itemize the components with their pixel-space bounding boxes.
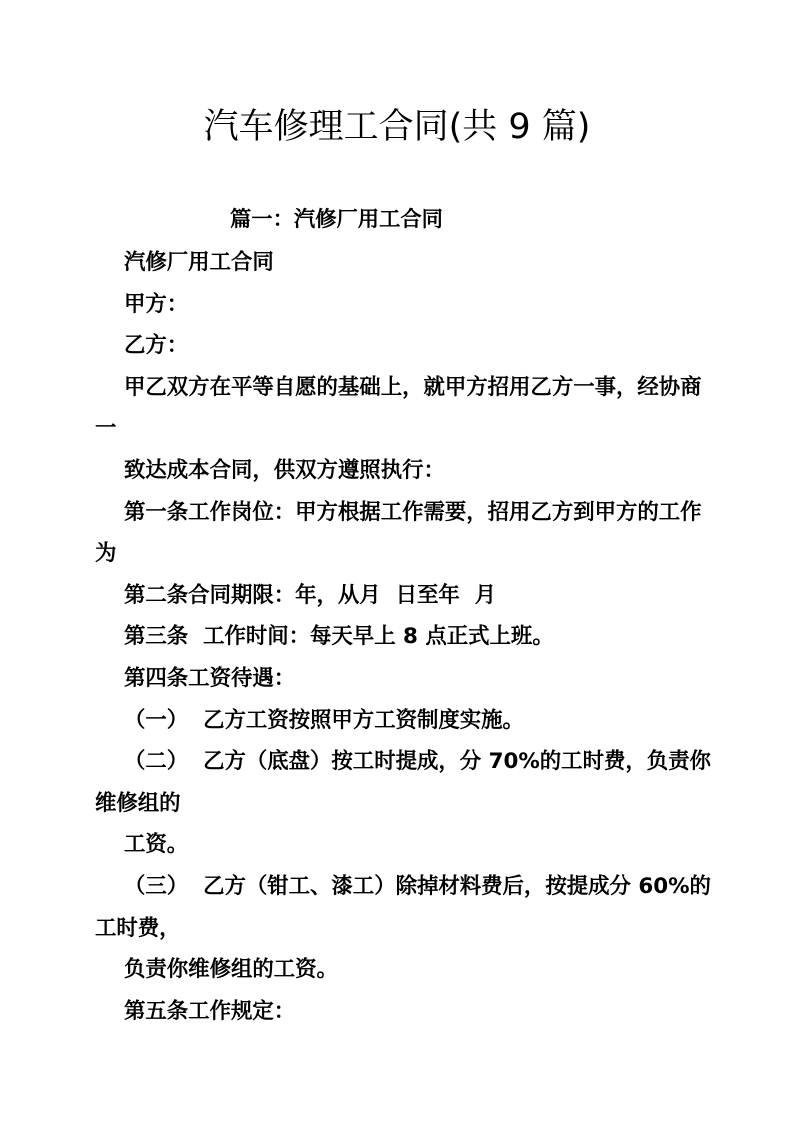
paragraph-line: （二） 乙方（底盘）按工时提成，分 70%的工时费，负责你 [124, 749, 711, 775]
paragraph-article-5 [95, 991, 735, 1033]
paragraph-party-b [95, 325, 735, 367]
paragraph-clause-2 [95, 741, 735, 824]
paragraph-line: 甲乙双方在平等自愿的基础上，就甲方招用乙方一事，经协商 [124, 374, 702, 400]
paragraph-line: 致达成本合同，供双方遵照执行： [124, 457, 445, 483]
paragraph-line-wrap: 工时费， [95, 915, 181, 941]
paragraph-article-2 [95, 575, 735, 617]
paragraph-clause-2-cont [95, 824, 735, 866]
paragraph-article-4 [95, 658, 735, 700]
paragraph-line: 甲方： [124, 291, 189, 317]
paragraph-clause-1 [95, 700, 735, 742]
paragraph-line: 第四条工资待遇： [124, 665, 296, 691]
paragraph-article-3 [95, 616, 735, 658]
paragraph-clause-3 [95, 866, 735, 949]
paragraph-line: 负责你维修组的工资。 [124, 957, 338, 983]
paragraph-line-wrap: 为 [95, 541, 117, 567]
paragraph-line: （一） 乙方工资按照甲方工资制度实施。 [124, 707, 524, 733]
contract-body [95, 242, 735, 1032]
paragraph-line-wrap: 维修组的 [95, 790, 181, 816]
paragraph-line-wrap: 一 [95, 416, 117, 442]
paragraph-line: 第二条合同期限：年，从月 日至年 月 [124, 582, 497, 608]
paragraph-line: 工资。 [124, 832, 189, 858]
document-title: 汽车修理工合同(共 9 篇) [203, 107, 591, 147]
paragraph-article-1 [95, 492, 735, 575]
paragraph-line: 第一条工作岗位：甲方根据工作需要，招用乙方到甲方的工作 [124, 499, 702, 525]
paragraph-preamble [95, 367, 735, 450]
paragraph-line: 汽修厂用工合同 [124, 250, 274, 275]
paragraph-party-a [95, 284, 735, 326]
paragraph-contract-name [95, 242, 735, 284]
paragraph-line: 第五条工作规定： [124, 998, 296, 1024]
paragraph-preamble-cont [95, 450, 735, 492]
paragraph-line: 第三条 工作时间：每天早上 8 点正式上班。 [124, 624, 554, 650]
paragraph-clause-3-cont [95, 949, 735, 991]
section-heading: 篇一：汽修厂用工合同 [230, 207, 443, 232]
paragraph-line: 乙方： [124, 333, 189, 359]
paragraph-line: （三） 乙方（钳工、漆工）除掉材料费后，按提成分 60%的 [124, 873, 711, 899]
